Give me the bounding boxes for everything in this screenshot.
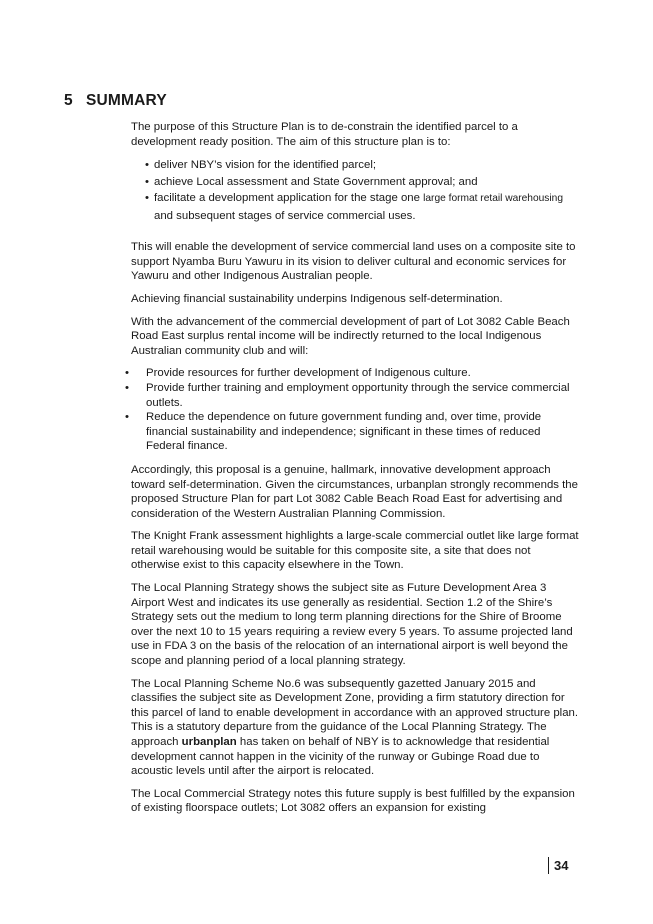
paragraph: The Local Commercial Strategy notes this future supply is best fulfilled by the expansion of existing floorspace outlets; Lot 3082 offers an expansion for existing — [131, 787, 575, 815]
aims-list — [131, 157, 581, 224]
list-item: • Provide further training and employment opportunity through the service commercial outlets. — [121, 381, 581, 410]
bold-term: urbanplan — [181, 736, 237, 748]
aim-small-text: large format retail warehousing — [423, 193, 563, 205]
paragraph: The Knight Frank assessment highlights a large-scale commercial outlet like large format retail warehousing would be suitable for this composite site, a site that does not otherwise exist to this capacity elsewhere in the Town. — [131, 530, 579, 572]
paragraph: With the advancement of the commercial development of part of Lot 3082 Cable Beach Road East surplus rental income will be indirectly returned to the local Indigenous Australian community club and will: — [131, 315, 570, 357]
aim-text: and subsequent stages of service commercial uses. — [154, 209, 416, 222]
paragraph: The Local Planning Strategy shows the subject site as Future Development Area 3 Airport West and indicates its use generally as residential. Section 1.2 of the Shire’s Strategy sets out the medium to long term planning directions for the Shire of Broome over the next 10 to 15 years requiring a review every 5 years. To assume projected land use in FDA 3 on the basis of the relocation of an international airport is well beyond the scope and planning period of a local planning strategy. — [131, 582, 573, 668]
intro-paragraph: The purpose of this Structure Plan is to de-constrain the identified parcel to a development ready position. The aim of this structure plan is to: — [131, 121, 518, 148]
paragraph-text: has taken on behalf of NBY is to acknowledge that residential development cannot happen in the vicinity of the runway or Gubinge Road due to acoustic levels until after the airport is relocated. — [131, 736, 550, 778]
page-number: 34 — [548, 857, 568, 874]
paragraph: This will enable the development of service commercial land uses on a composite site to support Nyamba Buru Yawuru in its vision to deliver cultural and economic services for Yawuru and other Indigenous Australian people. — [131, 241, 576, 283]
paragraph — [131, 677, 581, 779]
list-item: • achieve Local assessment and State Government approval; and — [131, 174, 581, 191]
list-item — [131, 190, 581, 224]
list-item: • Reduce the dependence on future government funding and, over time, provide financial sustainability and independence; significant in these times of reduced Federal finance. — [121, 410, 581, 454]
aim-text: facilitate a development application for the stage one — [154, 192, 424, 205]
section-number: 5 — [64, 92, 73, 109]
paragraph-text: The Local Planning Scheme No.6 was subsequently gazetted January 2015 and classifies the subject site as Development Zone, providing a firm statutory direction for this parcel of land to enable development in accordance with an approved structure plan. This is a statutory departure from the guidance of the Local Planning Strategy. The approach — [131, 677, 579, 748]
benefits-list — [121, 366, 581, 454]
paragraph: Achieving financial sustainability underpins Indigenous self-determination. — [131, 292, 503, 305]
body-text — [131, 120, 581, 824]
list-item: • deliver NBY’s vision for the identified parcel; — [131, 157, 581, 174]
paragraph: Accordingly, this proposal is a genuine, hallmark, innovative development approach toward self-determination. Given the circumstances, urbanplan strongly recommends the proposed Structure Plan for part Lot 3082 Cable Beach Road East for advertising and consideration of the Western Australian Planning Commission. — [131, 463, 578, 520]
section-heading — [64, 92, 167, 110]
section-title: SUMMARY — [86, 92, 167, 109]
list-item: • Provide resources for further development of Indigenous culture. — [121, 366, 581, 381]
